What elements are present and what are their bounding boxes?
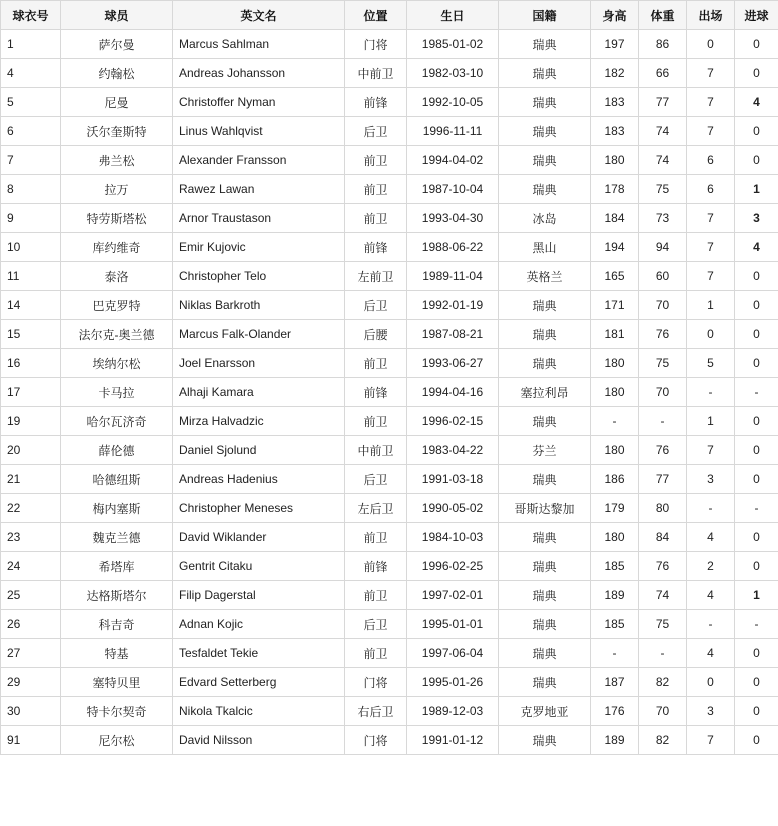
cell-height: 180 (591, 378, 639, 407)
cell-goals: 0 (735, 697, 778, 726)
cell-position: 前卫 (345, 349, 407, 378)
cell-position: 左前卫 (345, 262, 407, 291)
cell-birthday: 1996-02-25 (407, 552, 499, 581)
cell-english-name: David Nilsson (173, 726, 345, 755)
cell-position: 后卫 (345, 465, 407, 494)
table-row (1, 146, 778, 175)
cell-nationality: 瑞典 (499, 146, 591, 175)
cell-weight: 80 (639, 494, 687, 523)
cell-shirt-number: 23 (1, 523, 61, 552)
table-row (1, 639, 778, 668)
cell-weight: 76 (639, 320, 687, 349)
column-header-player: 球员 (61, 1, 173, 30)
cell-appearances: 1 (687, 407, 735, 436)
cell-player: 特卡尔契奇 (61, 697, 173, 726)
cell-goals: 0 (735, 407, 778, 436)
cell-goals: 0 (735, 320, 778, 349)
cell-english-name: Adnan Kojic (173, 610, 345, 639)
cell-shirt-number: 4 (1, 59, 61, 88)
cell-player: 特基 (61, 639, 173, 668)
cell-weight: 70 (639, 291, 687, 320)
cell-birthday: 1989-12-03 (407, 697, 499, 726)
cell-nationality: 瑞典 (499, 726, 591, 755)
cell-birthday: 1995-01-26 (407, 668, 499, 697)
cell-shirt-number: 24 (1, 552, 61, 581)
cell-appearances: 7 (687, 233, 735, 262)
table-row (1, 697, 778, 726)
cell-height: 194 (591, 233, 639, 262)
cell-appearances: 7 (687, 117, 735, 146)
table-row (1, 59, 778, 88)
cell-english-name: Linus Wahlqvist (173, 117, 345, 146)
cell-nationality: 黑山 (499, 233, 591, 262)
cell-position: 前卫 (345, 175, 407, 204)
cell-height: 180 (591, 146, 639, 175)
table-row (1, 726, 778, 755)
cell-height: 184 (591, 204, 639, 233)
cell-position: 前卫 (345, 639, 407, 668)
table-row (1, 117, 778, 146)
column-header-goals: 进球 (735, 1, 778, 30)
cell-english-name: Daniel Sjolund (173, 436, 345, 465)
cell-goals: 0 (735, 668, 778, 697)
cell-height: - (591, 407, 639, 436)
cell-shirt-number: 30 (1, 697, 61, 726)
cell-english-name: Christopher Meneses (173, 494, 345, 523)
column-header-birthday: 生日 (407, 1, 499, 30)
cell-appearances: 7 (687, 204, 735, 233)
cell-height: 189 (591, 726, 639, 755)
cell-player: 塞特贝里 (61, 668, 173, 697)
cell-player: 科吉奇 (61, 610, 173, 639)
cell-birthday: 1984-10-03 (407, 523, 499, 552)
cell-height: 197 (591, 30, 639, 59)
cell-nationality: 瑞典 (499, 552, 591, 581)
cell-shirt-number: 7 (1, 146, 61, 175)
cell-position: 前卫 (345, 523, 407, 552)
cell-nationality: 克罗地亚 (499, 697, 591, 726)
cell-position: 前卫 (345, 146, 407, 175)
cell-english-name: Rawez Lawan (173, 175, 345, 204)
cell-player: 希塔库 (61, 552, 173, 581)
cell-nationality: 瑞典 (499, 581, 591, 610)
cell-goals: - (735, 494, 778, 523)
cell-shirt-number: 91 (1, 726, 61, 755)
cell-position: 前卫 (345, 407, 407, 436)
cell-height: 178 (591, 175, 639, 204)
bottom-spacer (0, 755, 778, 795)
cell-weight: 75 (639, 349, 687, 378)
table-row (1, 88, 778, 117)
cell-appearances: 7 (687, 59, 735, 88)
cell-birthday: 1989-11-04 (407, 262, 499, 291)
cell-shirt-number: 1 (1, 30, 61, 59)
cell-nationality: 瑞典 (499, 465, 591, 494)
cell-english-name: Arnor Traustason (173, 204, 345, 233)
cell-birthday: 1997-06-04 (407, 639, 499, 668)
column-header-weight: 体重 (639, 1, 687, 30)
cell-goals: 0 (735, 639, 778, 668)
cell-shirt-number: 25 (1, 581, 61, 610)
cell-appearances: - (687, 378, 735, 407)
cell-nationality: 瑞典 (499, 349, 591, 378)
cell-english-name: Alhaji Kamara (173, 378, 345, 407)
cell-english-name: Christoffer Nyman (173, 88, 345, 117)
table-row (1, 494, 778, 523)
cell-position: 中前卫 (345, 436, 407, 465)
cell-english-name: Nikola Tkalcic (173, 697, 345, 726)
cell-birthday: 1996-02-15 (407, 407, 499, 436)
cell-goals: 1 (735, 581, 778, 610)
cell-height: 180 (591, 436, 639, 465)
cell-weight: - (639, 639, 687, 668)
cell-appearances: 7 (687, 262, 735, 291)
cell-weight: 74 (639, 581, 687, 610)
cell-player: 弗兰松 (61, 146, 173, 175)
column-header-position: 位置 (345, 1, 407, 30)
table-row (1, 233, 778, 262)
cell-player: 法尔克-奥兰德 (61, 320, 173, 349)
cell-weight: 74 (639, 146, 687, 175)
cell-nationality: 瑞典 (499, 291, 591, 320)
cell-shirt-number: 17 (1, 378, 61, 407)
table-row (1, 668, 778, 697)
table-row (1, 436, 778, 465)
cell-appearances: 0 (687, 30, 735, 59)
cell-nationality: 瑞典 (499, 30, 591, 59)
cell-appearances: 7 (687, 436, 735, 465)
cell-appearances: 7 (687, 88, 735, 117)
cell-birthday: 1987-08-21 (407, 320, 499, 349)
cell-shirt-number: 14 (1, 291, 61, 320)
cell-position: 门将 (345, 668, 407, 697)
cell-appearances: 3 (687, 465, 735, 494)
cell-position: 后腰 (345, 320, 407, 349)
cell-appearances: 6 (687, 146, 735, 175)
cell-nationality: 瑞典 (499, 88, 591, 117)
cell-english-name: Marcus Sahlman (173, 30, 345, 59)
cell-height: 165 (591, 262, 639, 291)
cell-weight: 77 (639, 88, 687, 117)
table-row (1, 30, 778, 59)
cell-goals: 0 (735, 59, 778, 88)
cell-height: 189 (591, 581, 639, 610)
table-row (1, 378, 778, 407)
cell-player: 哈尔瓦济奇 (61, 407, 173, 436)
cell-appearances: 4 (687, 639, 735, 668)
cell-height: 186 (591, 465, 639, 494)
cell-birthday: 1988-06-22 (407, 233, 499, 262)
table-header-row (1, 1, 778, 30)
column-header-shirt-number: 球衣号 (1, 1, 61, 30)
column-header-nationality: 国籍 (499, 1, 591, 30)
column-header-english-name: 英文名 (173, 1, 345, 30)
cell-english-name: Mirza Halvadzic (173, 407, 345, 436)
table-row (1, 262, 778, 291)
cell-nationality: 瑞典 (499, 59, 591, 88)
cell-appearances: 6 (687, 175, 735, 204)
cell-height: 171 (591, 291, 639, 320)
cell-birthday: 1985-01-02 (407, 30, 499, 59)
cell-nationality: 芬兰 (499, 436, 591, 465)
cell-height: 181 (591, 320, 639, 349)
cell-birthday: 1987-10-04 (407, 175, 499, 204)
cell-goals: 0 (735, 552, 778, 581)
cell-weight: 77 (639, 465, 687, 494)
cell-player: 埃纳尔松 (61, 349, 173, 378)
cell-appearances: - (687, 610, 735, 639)
cell-weight: 70 (639, 378, 687, 407)
cell-goals: - (735, 378, 778, 407)
cell-player: 泰洛 (61, 262, 173, 291)
cell-english-name: Edvard Setterberg (173, 668, 345, 697)
cell-english-name: Emir Kujovic (173, 233, 345, 262)
cell-appearances: 0 (687, 320, 735, 349)
cell-player: 尼尔松 (61, 726, 173, 755)
cell-player: 达格斯塔尔 (61, 581, 173, 610)
cell-appearances: 7 (687, 726, 735, 755)
cell-shirt-number: 20 (1, 436, 61, 465)
cell-position: 门将 (345, 726, 407, 755)
cell-height: 180 (591, 523, 639, 552)
cell-position: 门将 (345, 30, 407, 59)
cell-goals: 4 (735, 88, 778, 117)
cell-birthday: 1983-04-22 (407, 436, 499, 465)
cell-height: 185 (591, 552, 639, 581)
cell-goals: - (735, 610, 778, 639)
cell-player: 萨尔曼 (61, 30, 173, 59)
cell-goals: 0 (735, 291, 778, 320)
cell-weight: 86 (639, 30, 687, 59)
table-row (1, 552, 778, 581)
cell-weight: 94 (639, 233, 687, 262)
cell-nationality: 瑞典 (499, 610, 591, 639)
cell-player: 特劳斯塔松 (61, 204, 173, 233)
cell-goals: 3 (735, 204, 778, 233)
cell-player: 薛伦德 (61, 436, 173, 465)
cell-player: 约翰松 (61, 59, 173, 88)
cell-shirt-number: 11 (1, 262, 61, 291)
table-row (1, 407, 778, 436)
cell-position: 前卫 (345, 204, 407, 233)
table-row (1, 349, 778, 378)
cell-goals: 0 (735, 436, 778, 465)
cell-english-name: Joel Enarsson (173, 349, 345, 378)
cell-weight: 82 (639, 668, 687, 697)
cell-position: 后卫 (345, 610, 407, 639)
cell-player: 库约维奇 (61, 233, 173, 262)
cell-position: 左后卫 (345, 494, 407, 523)
cell-shirt-number: 9 (1, 204, 61, 233)
cell-height: - (591, 639, 639, 668)
cell-english-name: Marcus Falk-Olander (173, 320, 345, 349)
cell-birthday: 1994-04-02 (407, 146, 499, 175)
cell-appearances: - (687, 494, 735, 523)
cell-goals: 1 (735, 175, 778, 204)
table-row (1, 175, 778, 204)
cell-english-name: David Wiklander (173, 523, 345, 552)
cell-height: 183 (591, 88, 639, 117)
cell-birthday: 1995-01-01 (407, 610, 499, 639)
cell-english-name: Filip Dagerstal (173, 581, 345, 610)
cell-shirt-number: 21 (1, 465, 61, 494)
cell-shirt-number: 26 (1, 610, 61, 639)
cell-birthday: 1990-05-02 (407, 494, 499, 523)
table-row (1, 320, 778, 349)
cell-birthday: 1991-03-18 (407, 465, 499, 494)
cell-nationality: 哥斯达黎加 (499, 494, 591, 523)
cell-shirt-number: 15 (1, 320, 61, 349)
cell-position: 后卫 (345, 117, 407, 146)
cell-english-name: Gentrit Citaku (173, 552, 345, 581)
cell-english-name: Andreas Hadenius (173, 465, 345, 494)
cell-position: 前锋 (345, 552, 407, 581)
cell-position: 前锋 (345, 233, 407, 262)
cell-player: 尼曼 (61, 88, 173, 117)
cell-position: 前卫 (345, 581, 407, 610)
cell-shirt-number: 5 (1, 88, 61, 117)
cell-weight: 84 (639, 523, 687, 552)
cell-weight: 74 (639, 117, 687, 146)
cell-height: 185 (591, 610, 639, 639)
cell-birthday: 1997-02-01 (407, 581, 499, 610)
cell-player: 巴克罗特 (61, 291, 173, 320)
cell-shirt-number: 29 (1, 668, 61, 697)
table-row (1, 465, 778, 494)
cell-player: 梅内塞斯 (61, 494, 173, 523)
cell-goals: 0 (735, 146, 778, 175)
cell-weight: 70 (639, 697, 687, 726)
cell-shirt-number: 19 (1, 407, 61, 436)
cell-birthday: 1993-04-30 (407, 204, 499, 233)
cell-goals: 0 (735, 349, 778, 378)
cell-goals: 0 (735, 465, 778, 494)
cell-height: 183 (591, 117, 639, 146)
cell-weight: 76 (639, 552, 687, 581)
cell-goals: 0 (735, 262, 778, 291)
cell-player: 卡马拉 (61, 378, 173, 407)
cell-nationality: 英格兰 (499, 262, 591, 291)
cell-shirt-number: 8 (1, 175, 61, 204)
cell-player: 拉万 (61, 175, 173, 204)
cell-nationality: 瑞典 (499, 668, 591, 697)
cell-position: 中前卫 (345, 59, 407, 88)
cell-nationality: 冰岛 (499, 204, 591, 233)
cell-height: 176 (591, 697, 639, 726)
column-header-appearances: 出场 (687, 1, 735, 30)
table-row (1, 523, 778, 552)
cell-birthday: 1992-10-05 (407, 88, 499, 117)
table-row (1, 204, 778, 233)
cell-height: 179 (591, 494, 639, 523)
cell-shirt-number: 6 (1, 117, 61, 146)
cell-weight: 76 (639, 436, 687, 465)
cell-birthday: 1996-11-11 (407, 117, 499, 146)
cell-birthday: 1993-06-27 (407, 349, 499, 378)
cell-birthday: 1994-04-16 (407, 378, 499, 407)
cell-goals: 0 (735, 726, 778, 755)
cell-player: 沃尔奎斯特 (61, 117, 173, 146)
cell-nationality: 瑞典 (499, 407, 591, 436)
cell-english-name: Christopher Telo (173, 262, 345, 291)
cell-english-name: Niklas Barkroth (173, 291, 345, 320)
cell-weight: 60 (639, 262, 687, 291)
cell-weight: 73 (639, 204, 687, 233)
cell-nationality: 瑞典 (499, 639, 591, 668)
table-row (1, 610, 778, 639)
column-header-height: 身高 (591, 1, 639, 30)
cell-weight: 66 (639, 59, 687, 88)
cell-shirt-number: 27 (1, 639, 61, 668)
cell-nationality: 塞拉利昂 (499, 378, 591, 407)
table-row (1, 581, 778, 610)
table-row (1, 291, 778, 320)
cell-player: 哈德纽斯 (61, 465, 173, 494)
cell-goals: 0 (735, 30, 778, 59)
cell-position: 右后卫 (345, 697, 407, 726)
cell-nationality: 瑞典 (499, 320, 591, 349)
cell-appearances: 0 (687, 668, 735, 697)
cell-weight: - (639, 407, 687, 436)
cell-english-name: Alexander Fransson (173, 146, 345, 175)
cell-appearances: 1 (687, 291, 735, 320)
cell-goals: 0 (735, 523, 778, 552)
cell-shirt-number: 10 (1, 233, 61, 262)
cell-height: 187 (591, 668, 639, 697)
cell-nationality: 瑞典 (499, 523, 591, 552)
cell-position: 后卫 (345, 291, 407, 320)
cell-birthday: 1982-03-10 (407, 59, 499, 88)
cell-shirt-number: 16 (1, 349, 61, 378)
cell-appearances: 4 (687, 523, 735, 552)
cell-weight: 75 (639, 175, 687, 204)
cell-birthday: 1991-01-12 (407, 726, 499, 755)
cell-english-name: Andreas Johansson (173, 59, 345, 88)
cell-birthday: 1992-01-19 (407, 291, 499, 320)
cell-height: 180 (591, 349, 639, 378)
cell-goals: 4 (735, 233, 778, 262)
cell-position: 前锋 (345, 88, 407, 117)
cell-appearances: 5 (687, 349, 735, 378)
cell-position: 前锋 (345, 378, 407, 407)
cell-appearances: 2 (687, 552, 735, 581)
cell-nationality: 瑞典 (499, 117, 591, 146)
cell-player: 魏克兰德 (61, 523, 173, 552)
cell-shirt-number: 22 (1, 494, 61, 523)
cell-appearances: 3 (687, 697, 735, 726)
cell-appearances: 4 (687, 581, 735, 610)
cell-english-name: Tesfaldet Tekie (173, 639, 345, 668)
table-body (1, 30, 778, 755)
cell-nationality: 瑞典 (499, 175, 591, 204)
cell-height: 182 (591, 59, 639, 88)
cell-goals: 0 (735, 117, 778, 146)
cell-weight: 75 (639, 610, 687, 639)
cell-weight: 82 (639, 726, 687, 755)
